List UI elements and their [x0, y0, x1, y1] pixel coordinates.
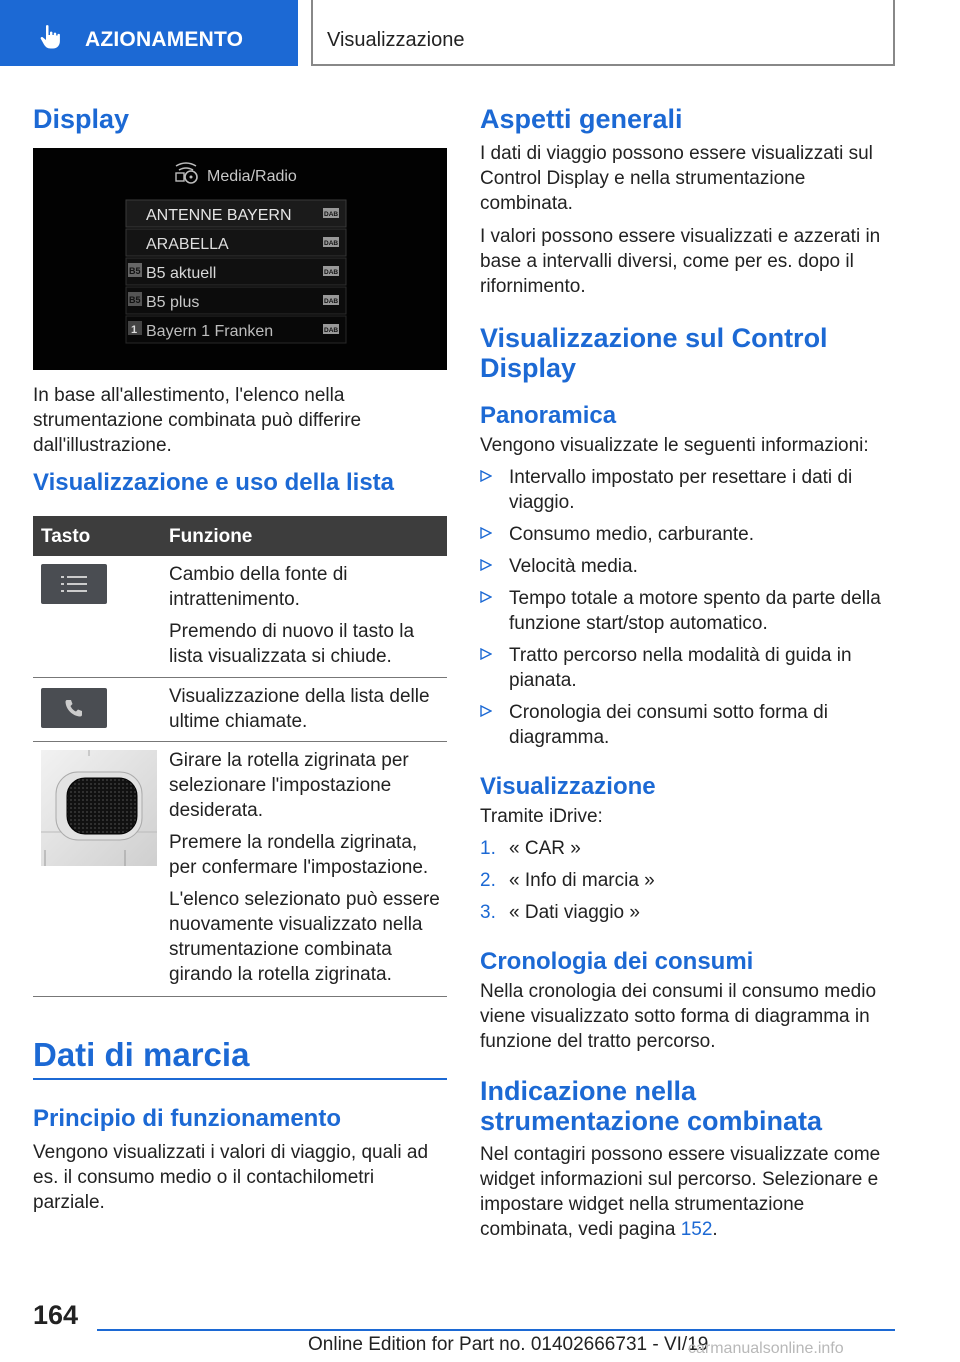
station-label: B5 plus: [146, 294, 200, 311]
principle-title: Principio di funzionamento: [33, 1105, 341, 1132]
list-item: Intervallo impostato per resettare i dati di viaggio.: [480, 465, 894, 515]
watermark: carmanualsonline.info: [688, 1340, 844, 1357]
cluster-text: Nel contagiri possono essere visualizzate come widget informazioni sul percorso. Selezionare e impostare widget nella strumentazione combinata, vedi pagina 152.: [480, 1144, 881, 1240]
list-item: Cronologia dei consumi sotto forma di diagramma.: [480, 700, 894, 750]
svg-text:DAB: DAB: [324, 211, 339, 218]
triangle-bullet-icon: [480, 559, 492, 571]
table-header: [33, 516, 447, 556]
list-item: Velocità media.: [480, 554, 894, 579]
knurled-wheel-icon: [41, 750, 157, 866]
list-icon: [41, 564, 107, 604]
cluster-title: Indicazione nella strumentazione combinata: [480, 1076, 823, 1136]
triangle-bullet-icon: [480, 591, 492, 603]
svg-text:B5: B5: [129, 266, 141, 276]
function-text: Premere la rondella zigrinata, per confermare l'impostazione.: [169, 832, 429, 878]
display-image: [33, 148, 447, 370]
overview-text: Vengono visualizzate le seguenti informazioni:: [480, 435, 869, 456]
edition-text: Online Edition for Part no. 01402666731 - VI/19: [308, 1334, 709, 1355]
list-item: 2. « Info di marcia »: [480, 870, 655, 891]
function-text: L'elenco selezionato può essere nuovamente visualizzato nella strumentazione combinata girando la rotella zigrinata.: [169, 889, 440, 985]
table-row: [33, 556, 447, 678]
svg-text:1: 1: [131, 324, 138, 336]
table-row: [33, 742, 447, 997]
phone-icon: [41, 688, 107, 728]
principle-text: Vengono visualizzati i valori di viaggio, quali ad es. il consumo medio o il contachilometri parziale.: [33, 1142, 429, 1213]
hand-pointer-icon: [38, 24, 64, 50]
function-text: Premendo di nuovo il tasto la lista visualizzata si chiude.: [169, 621, 415, 667]
list-section-title: Visualizzazione e uso della lista: [33, 469, 395, 496]
footer-rule: [97, 1329, 895, 1331]
general-text-2: I valori possono essere visualizzati e azzerati in base a intervalli diversi, come per es. dopo il rifornimento.: [480, 226, 881, 297]
right-column: [480, 104, 894, 1242]
history-title: Cronologia dei consumi: [480, 948, 754, 975]
triangle-bullet-icon: [480, 527, 492, 539]
station-label: Bayern 1 Franken: [146, 323, 274, 340]
svg-text:B5: B5: [129, 295, 141, 305]
page-number: 164: [33, 1300, 79, 1330]
list-item: Tratto percorso nella modalità di guida in pianata.: [480, 643, 894, 693]
svg-text:DAB: DAB: [324, 240, 339, 247]
visualization-text: Tramite iDrive:: [480, 806, 603, 827]
station-label: B5 aktuell: [146, 265, 217, 282]
station-row: [126, 229, 346, 256]
section-label: AZIONAMENTO: [85, 28, 244, 51]
display-title: Display: [33, 104, 130, 134]
screen-title: Media/Radio: [207, 168, 297, 185]
media-radio-screen: [33, 148, 447, 370]
table-row: [33, 678, 447, 742]
page-link[interactable]: 152: [680, 1219, 713, 1240]
control-display-title: Visualizzazione sul Control Display: [480, 323, 828, 383]
list-item: 3. « Dati viaggio »: [480, 902, 640, 923]
function-text: Visualizzazione della lista delle ultime chiamate.: [169, 686, 430, 732]
svg-text:DAB: DAB: [324, 269, 339, 276]
general-text-1: I dati di viaggio possono essere visualizzati sul Control Display e nella strumentazione combinata.: [480, 143, 873, 214]
visualization-title: Visualizzazione: [480, 773, 656, 800]
chapter-title: Dati di marcia: [33, 1036, 250, 1073]
section-tab: [0, 0, 298, 66]
history-text: Nella cronologia dei consumi il consumo medio viene visualizzato sotto forma di diagramma in funzione del tratto percorso.: [480, 981, 877, 1052]
key-function-table: [33, 516, 447, 997]
svg-text:DAB: DAB: [324, 298, 339, 305]
list-item: Consumo medio, carburante.: [480, 522, 894, 547]
station-label: ANTENNE BAYERN: [146, 207, 292, 224]
station-row: [126, 200, 346, 227]
station-label: ARABELLA: [146, 236, 229, 253]
triangle-bullet-icon: [480, 470, 492, 482]
list-item: Tempo totale a motore spento da parte della funzione start/stop automatico.: [480, 586, 894, 636]
triangle-bullet-icon: [480, 705, 492, 717]
display-caption: In base all'allestimento, l'elenco nella strumentazione combinata può differire dall'illustrazione.: [33, 385, 362, 456]
triangle-bullet-icon: [480, 648, 492, 660]
station-row: [126, 258, 346, 285]
function-text: Cambio della fonte di intrattenimento.: [169, 564, 348, 610]
overview-title: Panoramica: [480, 402, 617, 429]
steps-list: [480, 836, 894, 925]
station-row: [126, 287, 346, 314]
info-list: [480, 465, 894, 750]
svg-text:DAB: DAB: [324, 327, 339, 334]
list-item: 1. « CAR »: [480, 838, 581, 859]
col-header-function: Funzione: [169, 526, 253, 547]
function-text: Girare la rotella zigrinata per selezionare l'impostazione desiderata.: [169, 750, 409, 821]
chapter-rule: [33, 1078, 447, 1080]
subsection-header: [311, 0, 895, 66]
station-row: [126, 316, 346, 343]
general-title: Aspetti generali: [480, 104, 683, 134]
col-header-key: Tasto: [41, 526, 91, 547]
subsection-label: Visualizzazione: [327, 29, 465, 51]
